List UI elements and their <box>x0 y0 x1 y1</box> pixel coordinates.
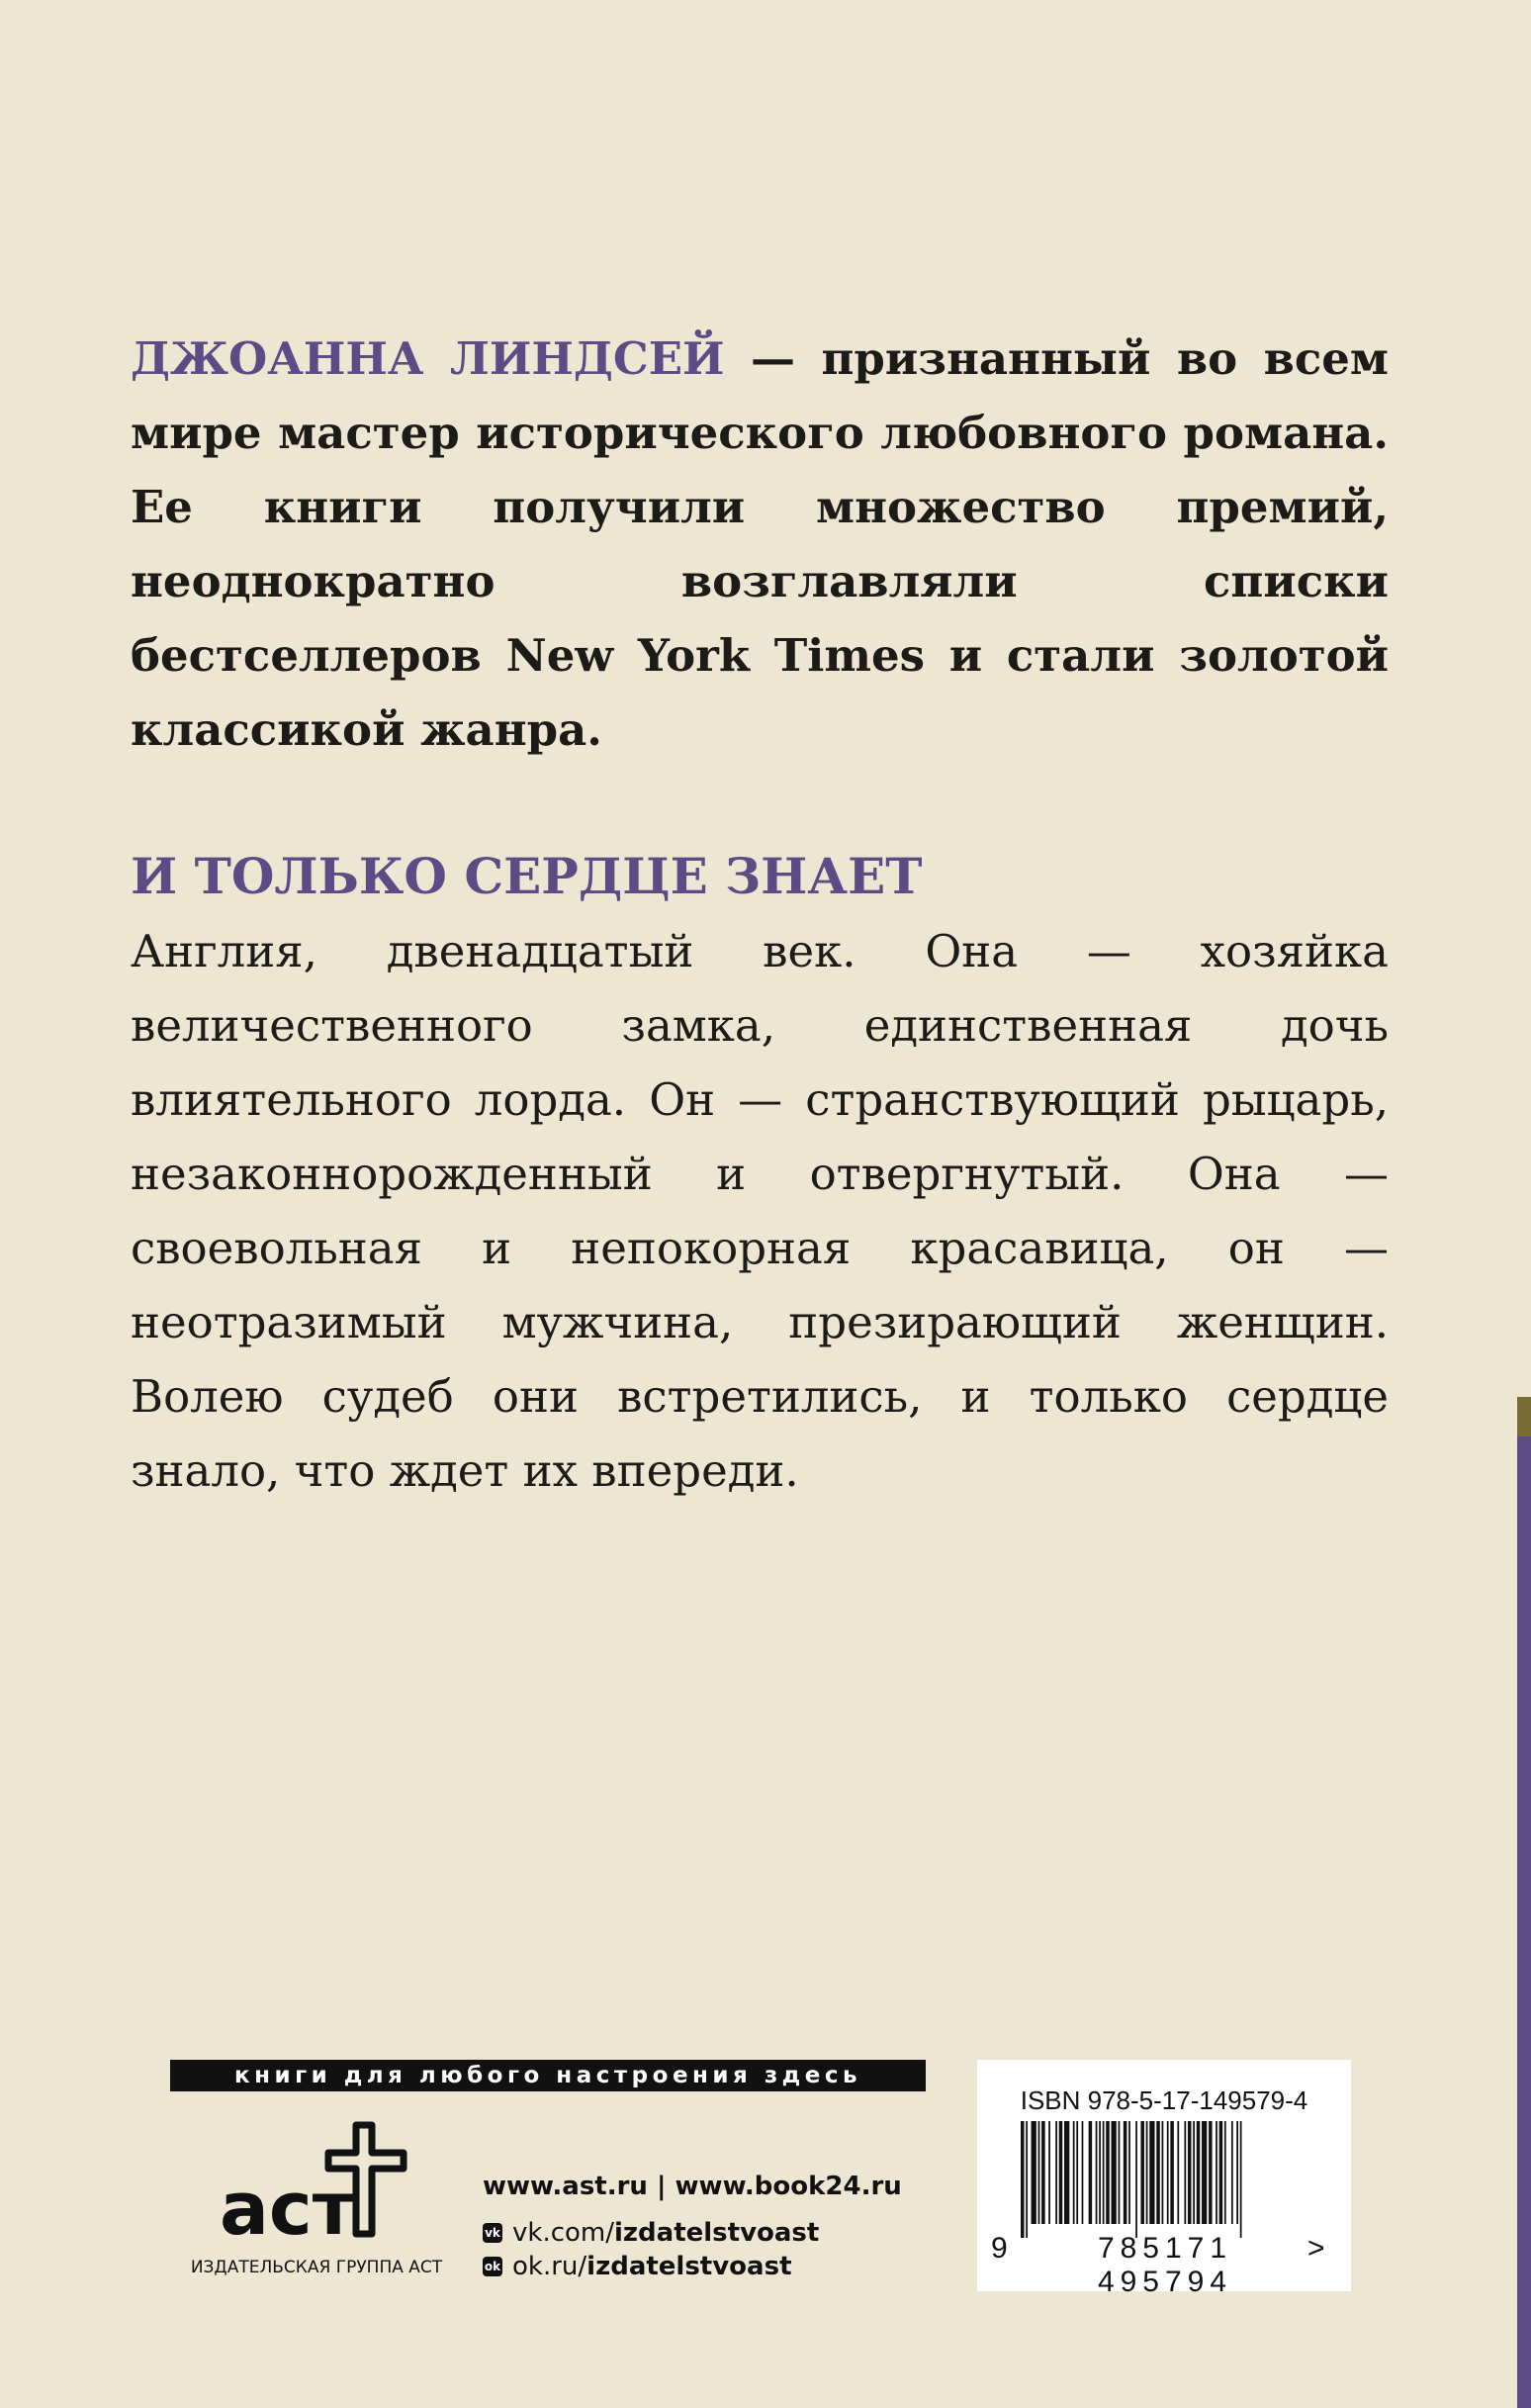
vk-prefix: vk.com/ <box>512 2218 614 2248</box>
ok-icon: ok <box>483 2257 502 2276</box>
author-bio-text: — признанный во всем мире мастер исторического любовного романа. Ее книги получили множество премий, неоднократно возглавляли списки бестселлеров New York Times и стали золотой классикой жанра. <box>131 332 1389 756</box>
barcode-bar <box>1197 2121 1201 2224</box>
barcode-bar <box>1149 2121 1154 2224</box>
author-bio <box>131 322 1389 767</box>
barcode-bar <box>1096 2121 1098 2224</box>
barcode-bar <box>1082 2121 1084 2224</box>
book-title: И ТОЛЬКО СЕРДЦЕ ЗНАЕТ <box>131 847 923 905</box>
publisher-name: ИЗДАТЕЛЬСКАЯ ГРУППА АСТ <box>190 2258 443 2277</box>
slogan-bar: книги для любого настроения здесь <box>170 2060 926 2091</box>
barcode-bar <box>1202 2121 1207 2224</box>
barcode-bar <box>1156 2121 1160 2224</box>
websites[interactable]: www.ast.ru | www.book24.ru <box>483 2172 902 2201</box>
spine-gold-stripe <box>1517 1397 1531 1436</box>
ast-logo-icon <box>198 2111 435 2250</box>
barcode-bar <box>1188 2121 1192 2224</box>
barcode-bar <box>1119 2121 1121 2224</box>
ok-link[interactable] <box>483 2250 938 2283</box>
barcode-bar <box>1089 2121 1093 2224</box>
book-annotation: Англия, двенадцатый век. Она — хозяйка величественного замка, единственная дочь влиятельного лорда. Он — странствующий рыцарь, незаконнорожденный и отвергнутый. Она — своевольная и непокорная красавица, он — неотразимый мужчина, презирающий женщин. Волею судеб они встретились, и только сердце знало, что ждет их впереди. <box>131 925 1389 1497</box>
vk-icon: vk <box>483 2223 502 2243</box>
barcode-bar <box>1193 2121 1195 2224</box>
ok-prefix: ok.ru/ <box>512 2252 587 2281</box>
barcode-bar <box>1209 2121 1213 2224</box>
barcode-bar <box>1099 2121 1101 2224</box>
barcode-bar <box>1177 2121 1179 2224</box>
barcode-bar <box>1170 2121 1174 2224</box>
isbn-number: ISBN 978-5-17-149579-4 <box>1020 2085 1308 2115</box>
barcode-bar <box>1032 2121 1036 2224</box>
barcode-bar <box>1076 2121 1078 2224</box>
barcode-bar <box>1167 2121 1169 2224</box>
barcode-bar <box>1236 2121 1238 2224</box>
barcode-bar <box>1021 2121 1025 2238</box>
barcode-bar <box>1041 2121 1045 2224</box>
vk-handle: izdatelstvoast <box>614 2218 820 2248</box>
barcode-bar <box>1184 2121 1186 2224</box>
ok-handle: izdatelstvoast <box>586 2252 792 2281</box>
barcode-bar <box>1135 2121 1137 2238</box>
barcode-bar <box>1124 2121 1127 2224</box>
spine-purple-stripe <box>1517 1436 1531 2408</box>
barcode-bar <box>1112 2121 1117 2224</box>
barcode-bar <box>1026 2121 1028 2238</box>
isbn-barcode <box>977 2060 1351 2298</box>
barcode-bar <box>1146 2121 1148 2224</box>
ean-arrow: > <box>1307 2232 1325 2265</box>
barcode-bar <box>1103 2121 1105 2224</box>
logo-word: аст <box>220 2167 355 2250</box>
ean-first-digit: 9 <box>991 2232 1008 2265</box>
barcode-bars-icon <box>1021 2121 1307 2238</box>
author-name: ДЖОАННА ЛИНДСЕЙ <box>131 332 725 385</box>
barcode-bar <box>1224 2121 1226 2224</box>
barcode-bar <box>1140 2121 1144 2224</box>
vk-link[interactable] <box>483 2216 938 2250</box>
barcode-bar <box>1106 2121 1110 2224</box>
barcode-bar <box>1216 2121 1217 2224</box>
ean-digits: 785171 495794 <box>1097 2232 1233 2298</box>
barcode-bar <box>1128 2121 1130 2224</box>
barcode-bar <box>1055 2121 1057 2224</box>
barcode-bar <box>1048 2121 1050 2224</box>
barcode-bar <box>1219 2121 1223 2224</box>
barcode-bar <box>1038 2121 1040 2224</box>
barcode-bar <box>1073 2121 1075 2224</box>
barcode-bar <box>1162 2121 1164 2224</box>
barcode-bar <box>1059 2121 1063 2224</box>
publisher-contacts <box>483 2167 938 2283</box>
barcode-bar <box>1064 2121 1069 2224</box>
barcode-bar <box>1240 2121 1242 2238</box>
barcode-bar <box>1231 2121 1233 2224</box>
